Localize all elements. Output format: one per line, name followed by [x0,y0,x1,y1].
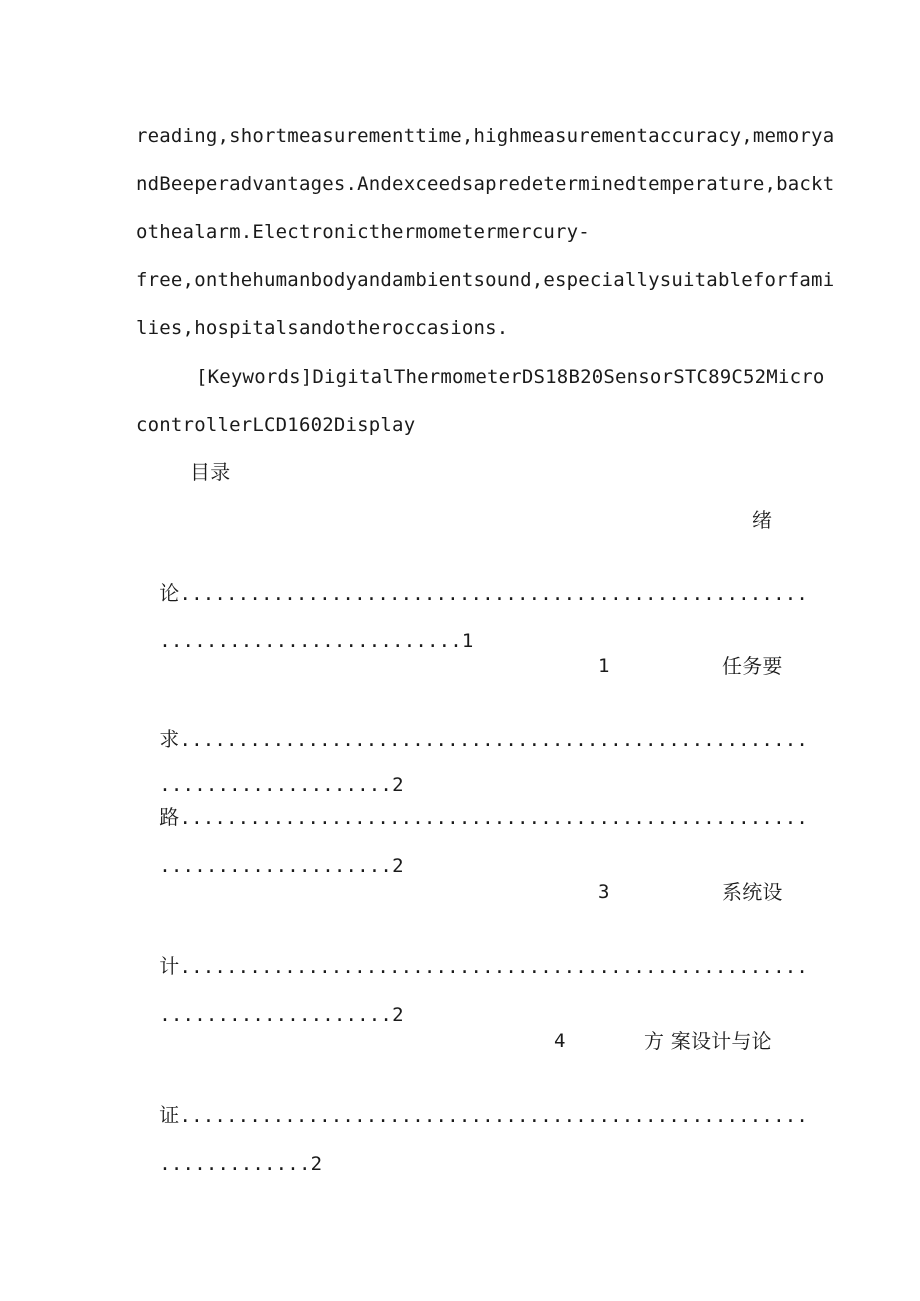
toc-entry-5-leader: ...................................................... [179,1105,808,1127]
keywords-line-1: [Keywords]DigitalThermometerDS18B20SensorSTC89C52Micro [196,366,825,388]
toc-entry-3-row[interactable] [136,781,808,830]
toc-entry-4-title-a[interactable]: 系统设 [722,880,783,904]
toc-entry-2-leader: ...................................................... [179,729,808,751]
toc-entry-5-title-a[interactable]: 方 案设计与论 [644,1029,772,1053]
toc-entry-2-page: 2 [392,774,404,796]
toc-entry-3-leader-2: .................... [159,855,393,877]
toc-entry-3-page-row [136,830,404,878]
toc-entry-3-page: 2 [392,855,404,877]
abstract-line-5: lies,hospitalsandotheroccasions. [136,317,509,339]
toc-heading: 目录 [190,460,231,484]
toc-entry-5-leader-2: ............. [159,1153,311,1175]
toc-entry-1-page-row [136,605,474,653]
toc-entry-5-page: 2 [310,1153,323,1175]
toc-entry-1-row[interactable] [136,557,808,606]
toc-entry-4-leader-2: .................... [159,1004,393,1026]
toc-entry-1-page: 1 [461,630,474,652]
toc-entry-2-num: 1 [598,655,610,677]
toc-entry-3-title-b: 路 [159,805,180,829]
toc-entry-5-row[interactable] [136,1079,808,1128]
toc-entry-2-title-b: 求 [159,727,180,751]
toc-entry-1-leader: ...................................................... [179,583,808,605]
toc-entry-4-num: 3 [598,881,610,903]
abstract-line-3: othealarm.Electronicthermometermercury- [136,221,590,243]
toc-entry-5-page-row [136,1128,322,1176]
toc-entry-1-title-a[interactable]: 绪 [752,508,773,532]
toc-entry-2-leader-2: .................... [159,774,393,796]
toc-entry-3-leader: ...................................................... [179,807,808,829]
toc-entry-2-row[interactable] [136,703,808,752]
abstract-line-1: reading,shortmeasurementtime,highmeasurementaccuracy,memorya [136,125,835,147]
abstract-line-4: free,onthehumanbodyandambientsound,especiallysuitableforfami [136,269,835,291]
toc-entry-5-num: 4 [554,1030,566,1052]
toc-entry-1-title-b: 论 [159,581,180,605]
toc-entry-5-title-b: 证 [159,1103,180,1127]
toc-entry-4-page-row [136,979,404,1027]
keywords-line-2: controllerLCD1602Display [136,414,416,436]
toc-entry-2-title-a[interactable]: 任务要 [722,654,783,678]
toc-entry-4-title-b: 计 [159,954,180,978]
toc-entry-4-row[interactable] [136,930,808,979]
toc-entry-1-leader-2: .......................... [159,630,462,652]
abstract-line-2: ndBeeperadvantages.Andexceedsapredeterminedtemperature,backt [136,173,835,195]
toc-entry-4-leader: ...................................................... [179,956,808,978]
toc-entry-4-page: 2 [392,1004,404,1026]
